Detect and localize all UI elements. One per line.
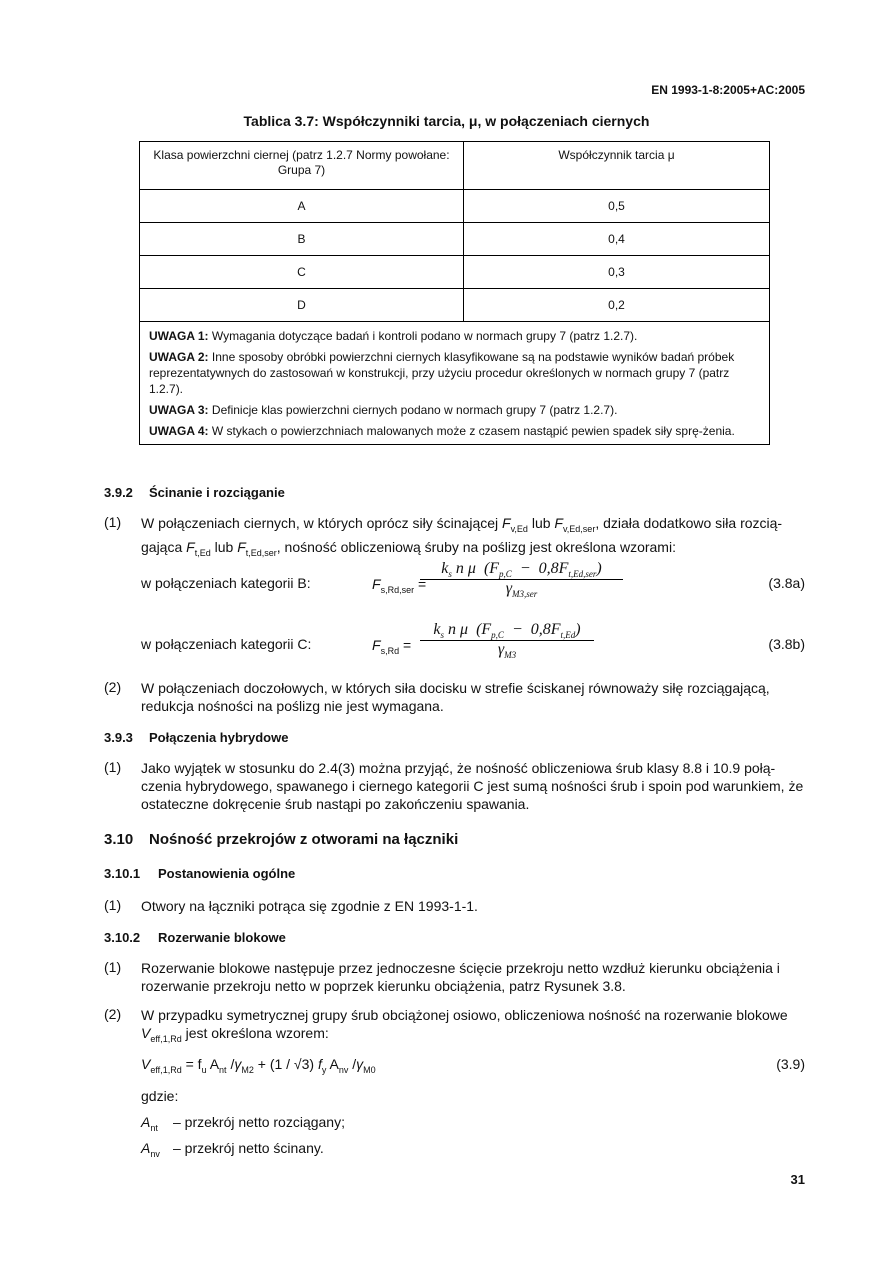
paragraph-3102-2: W przypadku symetrycznej grupy śrub obciążonej osiowo, obliczeniowa nośność na rozerwanie blokowe $V_{eff,1,Rd}$ jest określona wzorem: (141, 1007, 788, 1044)
class-cell: D (140, 289, 464, 322)
eq-c-fraction: $k_s$ n μ $(F_{p,C} - 0,8F_{t,Ed})$ $\gamma_{M3}$ (420, 621, 594, 660)
class-cell: C (140, 256, 464, 289)
section-3102-title: Rozerwanie blokowe (158, 930, 286, 945)
section-3102-number: 3.10.2 (104, 930, 141, 945)
section-3101-number: 3.10.1 (104, 866, 141, 881)
eq-b-number: (3.8a) (768, 575, 805, 591)
note-2: UWAGA 2: Inne sposoby obróbki powierzchni ciernych klasyfikowane są na podstawie wyników badań próbek reprezentatywnych do zastosowań w konstrukcji, przy użyciu procedur określonych w normach grupy 7 (patrz 1.2.7). (149, 350, 735, 396)
section-310-title: Nośność przekrojów z otworami na łączniki (149, 831, 459, 848)
section-392-number: 3.9.2 (104, 485, 133, 500)
where-label: gdzie: (141, 1088, 179, 1104)
section-393-title: Połączenia hybrydowe (149, 730, 289, 745)
table-notes (140, 322, 770, 445)
friction-table (139, 141, 770, 445)
eq-39: $V_{eff,1,Rd} = f_u$ $A_{nt}$ $/\gamma_{M2} + (1 / √3)$ $f_y$ $A_{nv}$ $/\gamma_{M0}$ (141, 1056, 376, 1075)
section-310-number: 3.10 (104, 831, 134, 848)
page-number: 31 (790, 1172, 805, 1187)
document-id: EN 1993-1-8:2005+AC:2005 (651, 83, 805, 97)
eq-b-fraction: $k_s$ n μ $(F_{p,C} - 0,8F_{t,Ed,ser})$ $\gamma_{M3,ser}$ (420, 560, 623, 599)
definition-anv: – przekrój netto ścinany. (173, 1140, 324, 1156)
class-cell: B (140, 223, 464, 256)
table-row (140, 289, 770, 322)
col1-header: Klasa powierzchni ciernej (patrz 1.2.7 Normy powołane: Grupa 7) (140, 142, 464, 190)
eq-39-number: (3.9) (776, 1056, 805, 1072)
eq-c-label: w połączeniach kategorii C: (141, 636, 312, 652)
para-number: (2) (104, 1006, 122, 1022)
definition-ant: – przekrój netto rozciągany; (173, 1114, 345, 1130)
paragraph-3101-1: Otwory na łączniki potrąca się zgodnie z EN 1993-1-1. (141, 898, 478, 914)
eq-b-label: w połączeniach kategorii B: (141, 575, 311, 591)
eq-b-lhs: $F_{s,Rd,ser}$ = (372, 576, 427, 595)
para-number: (1) (104, 514, 122, 530)
paragraph-3102-1: Rozerwanie blokowe następuje przez jednoczesne ścięcie przekroju netto wzdłuż kierunku obciążenia i rozerwanie przekroju netto w poprzek kierunku obciążenia, patrz Rysunek 3.8. (141, 960, 780, 994)
mu-cell: 0,3 (464, 256, 770, 289)
paragraph-392-1: W połączeniach ciernych, w których oprócz siły ścinającej $F_{v,Ed}$ lub $F_{v,Ed,ser}$, działa dodatkowo siła rozcią-gająca $F_{t,Ed}$ lub $F_{t,Ed,ser}$, nośność obliczeniową śruby na poślizg jest określona wzorami: (141, 515, 783, 558)
para-number: (1) (104, 897, 122, 913)
mu-cell: 0,5 (464, 190, 770, 223)
section-3101-title: Postanowienia ogólne (158, 866, 296, 881)
symbol-anv: $A_{nv}$ (141, 1140, 160, 1159)
table-row (140, 223, 770, 256)
table-row (140, 190, 770, 223)
para-number: (1) (104, 759, 122, 775)
paragraph-393-1: Jako wyjątek w stosunku do 2.4(3) można przyjąć, że nośność obliczeniowa śrub klasy 8.8 i 10.9 połą-czenia hybrydowego, spawanego i ciernego kategorii C jest sumą nośności śrub i spoin pod warunkiem, że ostateczne dokręcenie śrub nastąpi po zakończeniu spawania. (141, 760, 804, 812)
paragraph-392-2: W połączeniach doczołowych, w których siła docisku w strefie ściskanej równoważy siłę rozciągającą, redukcja nośności na poślizg nie jest wymagana. (141, 680, 770, 714)
eq-c-number: (3.8b) (768, 636, 805, 652)
symbol-ant: $A_{nt}$ (141, 1114, 158, 1133)
note-1: UWAGA 1: Wymagania dotyczące badań i kontroli podano w normach grupy 7 (patrz 1.2.7). (149, 329, 638, 343)
class-cell: A (140, 190, 464, 223)
note-3: UWAGA 3: Definicje klas powierzchni ciernych podano w normach grupy 7 (patrz 1.2.7). (149, 403, 618, 417)
section-393-number: 3.9.3 (104, 730, 133, 745)
para-number: (2) (104, 679, 122, 695)
eq-c-lhs: $F_{s,Rd}$ = (372, 637, 412, 656)
mu-cell: 0,4 (464, 223, 770, 256)
para-number: (1) (104, 959, 122, 975)
table-caption: Tablica 3.7: Współczynniki tarcia, μ, w połączeniach ciernych (243, 113, 650, 129)
table-row (140, 256, 770, 289)
mu-cell: 0,2 (464, 289, 770, 322)
section-392-title: Ścinanie i rozciąganie (149, 485, 285, 500)
note-4: UWAGA 4: W stykach o powierzchniach malowanych może z czasem nastąpić pewien spadek siły sprę-żenia. (149, 424, 735, 438)
col2-header: Współczynnik tarcia μ (464, 142, 770, 190)
